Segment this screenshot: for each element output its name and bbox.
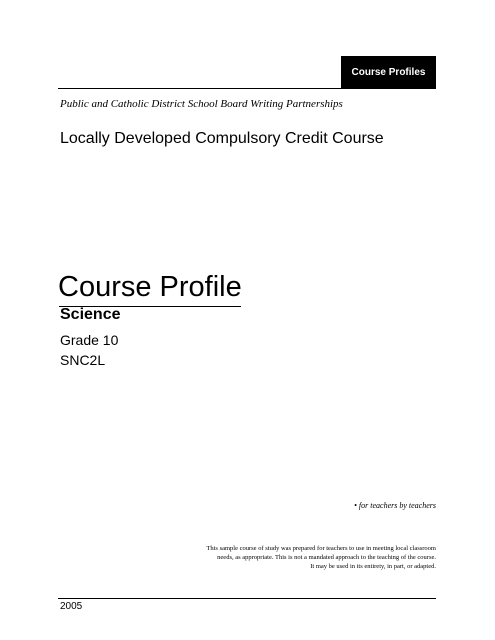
tagline: • for teachers by teachers: [354, 501, 436, 510]
disclaimer: [206, 544, 436, 571]
grade-label: Grade 10: [60, 332, 119, 348]
page-title: Course Profile: [58, 271, 242, 303]
top-divider: [58, 88, 436, 89]
course-type-heading: Locally Developed Compulsory Credit Course: [60, 130, 384, 147]
bottom-divider: [58, 598, 436, 599]
disclaimer-line: needs, as appropriate. This is not a mandated approach to the teaching of the course.: [217, 554, 436, 561]
disclaimer-line: It may be used in its entirety, in part, or adapted.: [310, 563, 436, 570]
course-code: SNC2L: [60, 352, 106, 368]
publication-year: 2005: [60, 601, 83, 612]
subject-heading: Science: [60, 306, 121, 323]
course-profiles-badge: [341, 56, 436, 89]
partnership-line: Public and Catholic District School Board Writing Partnerships: [60, 98, 343, 110]
disclaimer-line: This sample course of study was prepared for teachers to use in meeting local classroom: [206, 545, 436, 552]
badge-label: Course Profiles: [351, 67, 426, 78]
